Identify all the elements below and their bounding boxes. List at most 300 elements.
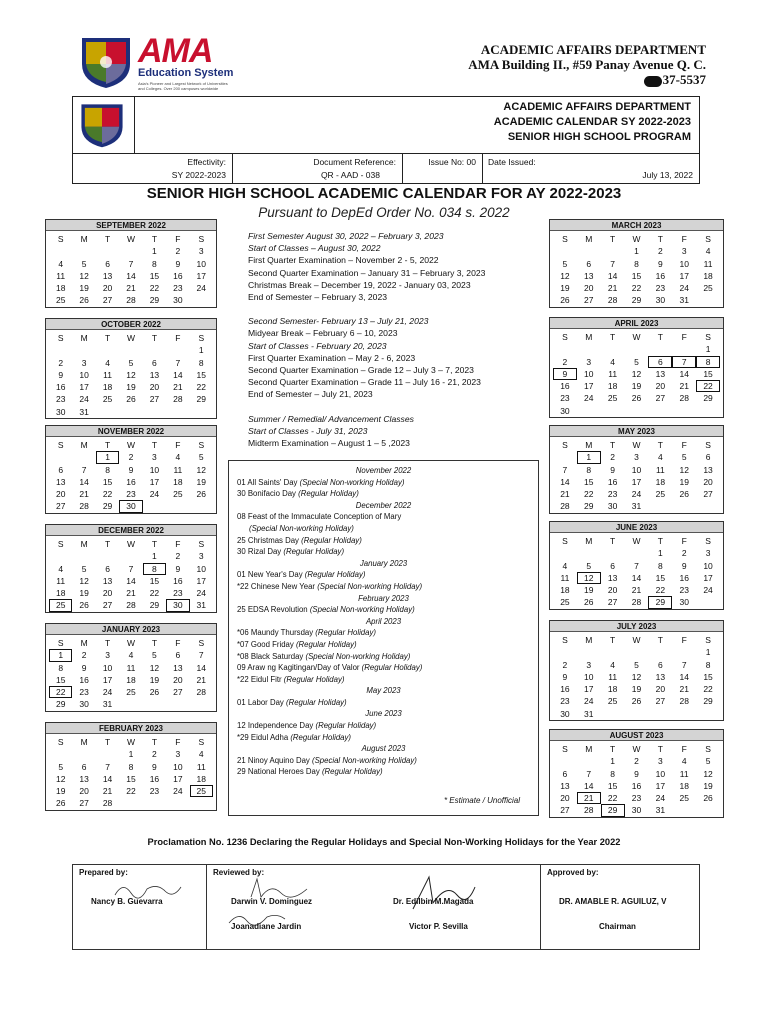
day-cell: 28 (173, 394, 183, 405)
holiday-name: 08 Feast of the Immaculate Conception of Mary (237, 512, 402, 522)
day-cell: 20 (79, 786, 89, 797)
day-cell: 19 (55, 786, 66, 797)
day-cell: 7 (128, 563, 134, 574)
day-cell: 11 (173, 464, 183, 475)
month-title: DECEMBER 2022 (46, 525, 216, 536)
day-cell: 2 (175, 246, 181, 257)
day-cell: 1 (705, 344, 711, 355)
month-calendar (549, 219, 724, 308)
holiday-item (237, 651, 530, 663)
holiday-item (237, 627, 530, 639)
empty-day (96, 245, 119, 257)
day-cell: 28 (102, 798, 113, 809)
day-cell: 3 (175, 749, 181, 760)
day-cell: 22 (631, 283, 642, 294)
day-cell: 2 (657, 246, 663, 257)
day-cell: 6 (81, 761, 87, 772)
day-cell: 20 (102, 283, 113, 294)
weekday-header: S (705, 536, 711, 546)
day-cell: 27 (149, 394, 160, 405)
day-cell: 13 (102, 270, 113, 281)
weekday-header: M (80, 539, 88, 549)
day-cell: 7 (105, 761, 110, 772)
schedule-line: Start of Classes - February 20, 2023 (248, 340, 387, 351)
day-cell: 6 (58, 464, 64, 475)
day-cell: 24 (703, 585, 713, 596)
day-cell: 28 (679, 393, 689, 404)
day-cell: 19 (679, 476, 689, 487)
day-cell: 16 (79, 674, 89, 685)
weekday-header: M (80, 333, 88, 343)
weekday-header: M (585, 234, 593, 244)
weekday-header: F (175, 638, 181, 648)
day-cell: 17 (149, 476, 160, 487)
holiday-item (237, 488, 530, 500)
day-cell: 16 (173, 270, 183, 281)
approver-title: Chairman (599, 922, 636, 931)
day-cell: 24 (196, 588, 207, 599)
day-cell: 18 (173, 476, 183, 487)
day-cell: 30 (119, 500, 142, 512)
day-cell: 26 (631, 393, 642, 404)
weekday-header: W (126, 234, 135, 244)
day-cell: 1 (705, 647, 711, 658)
day-cell: 9 (128, 464, 134, 475)
phone-icon (644, 76, 662, 87)
day-cell: 16 (631, 780, 642, 791)
day-cell: 6 (175, 650, 181, 661)
day-cell: 1 (657, 548, 663, 559)
day-cell: 7 (586, 768, 592, 779)
day-cell: 29 (648, 596, 672, 608)
doc-info-row (73, 153, 699, 184)
day-cell: 8 (610, 768, 615, 779)
day-cell: 6 (152, 357, 157, 368)
day-cell: 8 (143, 563, 166, 575)
day-cell: 12 (55, 773, 66, 784)
weekday-header: T (657, 332, 663, 342)
weekday-header: S (198, 440, 205, 450)
day-cell: 7 (198, 650, 204, 661)
holiday-type: (Regular Holiday) (298, 535, 362, 545)
weekday-header: M (80, 737, 88, 747)
day-cell: 17 (102, 674, 113, 685)
day-cell: 9 (175, 563, 181, 574)
day-cell: 16 (55, 382, 66, 393)
day-cell: 28 (631, 597, 642, 608)
day-cell: 3 (586, 356, 592, 367)
doc-titles (494, 100, 691, 145)
weekday-header: F (681, 440, 687, 450)
day-cell: 25 (703, 283, 713, 294)
day-cell: 26 (196, 489, 207, 500)
day-cell: 1 (577, 451, 601, 463)
weekday-header: S (198, 234, 205, 244)
empty-day (577, 646, 601, 658)
day-cell: 31 (679, 295, 689, 306)
reviewed-label: Reviewed by: (213, 868, 265, 877)
day-cell: 3 (81, 357, 87, 368)
day-cell: 20 (703, 476, 713, 487)
day-cell: 15 (607, 780, 618, 791)
department-address (468, 42, 706, 87)
weekday-header: F (681, 536, 687, 546)
weekday-header: T (657, 440, 663, 450)
weekday-header: W (632, 635, 641, 645)
empty-day (577, 755, 601, 767)
month-calendar (549, 521, 724, 610)
day-cell: 11 (608, 671, 618, 682)
empty-day (625, 547, 649, 559)
weekday-header: M (585, 440, 593, 450)
dept-phone: 37-5537 (468, 72, 706, 87)
day-cell: 11 (56, 575, 66, 586)
day-cell: 4 (657, 452, 663, 463)
day-cell: 14 (584, 780, 594, 791)
page-title: SENIOR HIGH SCHOOL ACADEMIC CALENDAR FOR AY 2022-2023 (146, 185, 622, 202)
day-cell: 1 (152, 551, 157, 562)
schedule-line: First Semester August 30, 2022 – February 3, 2023 (248, 231, 444, 241)
empty-day (166, 344, 189, 356)
weekday-header: M (585, 744, 593, 754)
day-grid (550, 231, 723, 307)
day-cell: 25 (126, 687, 136, 698)
day-cell: 1 (152, 246, 157, 257)
day-cell: 6 (105, 258, 110, 269)
holiday-name: *22 Eidul Fitr (237, 674, 282, 684)
day-cell: 15 (196, 369, 207, 380)
day-cell: 9 (175, 258, 181, 269)
day-cell: 15 (126, 773, 136, 784)
holiday-item (237, 639, 530, 651)
day-cell: 23 (560, 696, 570, 707)
effectivity-value: SY 2022-2023 (171, 170, 226, 180)
weekday-header: T (610, 440, 616, 450)
day-cell: 12 (577, 572, 601, 584)
holiday-name: 25 EDSA Revolution (237, 605, 308, 615)
day-cell: 28 (196, 687, 207, 698)
weekday-header: S (198, 333, 205, 343)
weekday-header: F (681, 332, 687, 342)
holiday-list (228, 460, 539, 816)
empty-day (625, 646, 649, 658)
day-cell: 20 (173, 674, 183, 685)
day-cell: 9 (553, 368, 577, 380)
date-value: July 13, 2022 (642, 170, 693, 180)
day-cell: 25 (655, 489, 666, 500)
issue-label: Issue No: 00 (428, 157, 476, 167)
day-cell: 11 (126, 662, 136, 673)
weekday-header: W (126, 638, 135, 648)
day-grid (550, 329, 723, 417)
empty-day (72, 748, 95, 760)
day-cell: 11 (196, 761, 206, 772)
day-cell: 30 (607, 501, 618, 512)
day-cell: 29 (149, 600, 160, 611)
holiday-month-heading: June 2023 (365, 709, 402, 719)
summer-block (248, 413, 538, 450)
day-cell: 17 (679, 270, 689, 281)
day-cell: 14 (607, 270, 618, 281)
empty-day (601, 343, 625, 355)
day-cell: 14 (631, 572, 642, 583)
day-cell: 2 (81, 650, 87, 661)
empty-day (96, 748, 119, 760)
weekday-header: T (104, 737, 111, 747)
holiday-month-heading: April 2023 (365, 616, 402, 626)
day-grid (550, 632, 723, 720)
empty-day (49, 748, 72, 760)
approved-label: Approved by: (547, 868, 599, 877)
day-cell: 13 (55, 476, 66, 487)
schedule-line: Christmas Break – December 19, 2022 - January 03, 2023 (248, 279, 471, 290)
day-cell: 13 (584, 270, 594, 281)
weekday-header: W (126, 539, 135, 549)
day-cell: 2 (634, 756, 639, 767)
day-cell: 17 (631, 476, 642, 487)
weekday-header: T (151, 234, 158, 244)
weekday-header: W (126, 440, 135, 450)
holiday-item (237, 581, 530, 593)
weekday-header: S (562, 635, 568, 645)
weekday-header: F (175, 333, 181, 343)
day-cell: 18 (679, 780, 689, 791)
day-cell: 20 (102, 588, 113, 599)
weekday-header: S (57, 539, 64, 549)
day-cell: 24 (79, 394, 89, 405)
month-calendar (549, 729, 724, 818)
weekday-header: S (57, 737, 64, 747)
holiday-name: *29 Eidul Adha (237, 732, 289, 742)
day-cell: 12 (196, 464, 207, 475)
day-cell: 18 (607, 684, 618, 695)
dept-building: AMA Building II., #59 Panay Avenue Q. C. (468, 57, 706, 72)
weekday-header: S (198, 638, 205, 648)
weekday-header: F (681, 635, 687, 645)
empty-day (577, 343, 601, 355)
holiday-item (237, 766, 530, 778)
weekday-header: T (657, 744, 663, 754)
day-cell: 24 (655, 793, 666, 804)
holiday-month-heading: February 2023 (358, 593, 409, 603)
day-cell: 12 (79, 575, 89, 586)
holiday-name: 09 Araw ng Kagitingan/Day of Valor (237, 663, 360, 673)
day-cell: 24 (584, 393, 594, 404)
day-cell: 23 (173, 588, 183, 599)
weekday-header: T (610, 234, 616, 244)
day-cell: 19 (584, 585, 594, 596)
day-cell: 20 (149, 382, 160, 393)
holiday-name: 01 Labor Day (237, 697, 284, 707)
weekday-header: F (175, 737, 181, 747)
day-cell: 18 (102, 382, 113, 393)
holiday-name: *08 Black Saturday (237, 651, 304, 661)
empty-day (601, 646, 625, 658)
day-cell: 14 (196, 662, 207, 673)
day-cell: 14 (560, 476, 570, 487)
day-cell: 15 (149, 575, 160, 586)
day-cell: 15 (655, 572, 666, 583)
day-cell: 3 (657, 756, 663, 767)
schedule-line: First Quarter Examination – November 2 - 5, 2022 (248, 255, 439, 266)
holiday-item (237, 720, 530, 732)
day-cell: 27 (655, 393, 666, 404)
day-cell: 26 (584, 597, 594, 608)
day-cell: 30 (55, 406, 66, 417)
weekday-header: T (610, 536, 616, 546)
day-cell: 27 (560, 805, 570, 816)
day-cell: 26 (79, 295, 89, 306)
day-cell: 21 (607, 283, 618, 294)
holiday-item (237, 511, 530, 523)
date-label: Date Issued: (488, 157, 536, 167)
day-cell: 8 (586, 464, 592, 475)
day-cell: 12 (560, 270, 570, 281)
docref-value: QR - AAD - 038 (320, 170, 380, 180)
day-cell: 7 (634, 560, 639, 571)
day-cell: 29 (703, 393, 713, 404)
prepared-label: Prepared by: (79, 868, 128, 877)
day-cell: 30 (560, 708, 570, 719)
day-cell: 6 (705, 452, 711, 463)
day-cell: 21 (631, 585, 642, 596)
day-cell: 23 (607, 489, 618, 500)
holiday-name: 12 Independence Day (237, 721, 314, 731)
day-cell: 2 (128, 452, 134, 463)
holiday-item (237, 662, 530, 674)
logo-subtitle: Education System (138, 67, 234, 79)
day-cell: 29 (584, 501, 594, 512)
approver-name: DR. AMABLE R. AGUILUZ, V (559, 897, 667, 906)
day-cell: 16 (173, 575, 183, 586)
weekday-header: S (562, 744, 568, 754)
weekday-header: T (657, 536, 663, 546)
holiday-month-heading: May 2023 (366, 686, 401, 696)
weekday-header: T (104, 638, 111, 648)
ama-logo (78, 34, 238, 96)
day-cell: 22 (149, 588, 160, 599)
day-cell: 9 (562, 671, 568, 682)
second-semester-block (248, 315, 538, 400)
day-cell: 27 (703, 489, 713, 500)
day-cell: 1 (198, 345, 204, 356)
day-cell: 19 (631, 381, 642, 392)
empty-day (553, 646, 577, 658)
holiday-name: 01 New Year's Day (237, 570, 303, 580)
day-grid (46, 437, 216, 513)
day-cell: 15 (584, 476, 594, 487)
month-title: JANUARY 2023 (46, 624, 216, 635)
day-cell: 22 (584, 489, 594, 500)
empty-day (577, 245, 601, 257)
day-cell: 22 (196, 382, 207, 393)
holiday-name: 29 National Heroes Day (237, 767, 320, 777)
empty-day (96, 344, 119, 356)
day-cell: 24 (149, 489, 160, 500)
day-cell: 20 (655, 684, 666, 695)
day-cell: 11 (703, 258, 713, 269)
day-cell: 30 (173, 295, 183, 306)
weekday-header: S (705, 744, 711, 754)
day-cell: 10 (631, 464, 642, 475)
day-cell: 16 (679, 572, 689, 583)
weekday-header: F (175, 440, 181, 450)
empty-day (49, 344, 72, 356)
holiday-item (237, 697, 530, 709)
day-cell: 23 (655, 283, 666, 294)
day-cell: 17 (79, 382, 89, 393)
day-cell: 5 (562, 258, 568, 269)
day-cell: 3 (198, 551, 204, 562)
holiday-item (237, 755, 530, 767)
day-cell: 17 (173, 773, 183, 784)
day-cell: 18 (196, 773, 207, 784)
schedule-line: Second Semester- February 13 – July 21, 2023 (248, 316, 429, 327)
day-cell: 19 (149, 674, 160, 685)
weekday-header: T (151, 539, 158, 549)
day-cell: 19 (79, 283, 89, 294)
day-cell: 17 (584, 684, 594, 695)
doc-title-dept: ACADEMIC AFFAIRS DEPARTMENT (503, 101, 691, 113)
day-grid (46, 231, 216, 307)
day-cell: 8 (58, 662, 64, 673)
holiday-name: 21 Ninoy Aquino Day (237, 755, 310, 765)
day-cell: 27 (55, 501, 66, 512)
day-cell: 7 (81, 464, 87, 475)
day-cell: 18 (126, 674, 136, 685)
day-cell: 7 (175, 357, 181, 368)
empty-day (96, 550, 119, 562)
day-cell: 12 (679, 464, 689, 475)
month-title: SEPTEMBER 2022 (46, 220, 216, 231)
empty-day (553, 245, 577, 257)
day-cell: 12 (79, 270, 89, 281)
weekday-header: S (705, 234, 711, 244)
reviewer-magada: Dr. Edilbin M.Magada (393, 897, 474, 906)
dept-name: ACADEMIC AFFAIRS DEPARTMENT (480, 42, 706, 57)
day-cell: 9 (58, 369, 64, 380)
day-cell: 3 (586, 659, 592, 670)
day-cell: 13 (655, 671, 666, 682)
holiday-item (237, 535, 530, 547)
day-cell: 2 (175, 551, 181, 562)
day-cell: 9 (81, 662, 87, 673)
empty-day (672, 343, 696, 355)
weekday-header: T (151, 440, 158, 450)
day-cell: 26 (560, 295, 570, 306)
day-cell: 28 (126, 600, 136, 611)
day-cell: 17 (584, 381, 594, 392)
holiday-type: (Regular Holiday) (302, 570, 366, 580)
day-cell: 22 (149, 283, 160, 294)
holiday-name: *22 Chinese New Year (237, 581, 316, 591)
day-cell: 4 (610, 659, 615, 670)
ama-shield-icon (78, 34, 134, 90)
day-cell: 5 (634, 659, 639, 670)
doc-title-calendar: ACADEMIC CALENDAR SY 2022-2023 (493, 116, 691, 128)
day-cell: 7 (681, 659, 687, 670)
day-cell: 10 (196, 258, 207, 269)
empty-day (72, 451, 95, 463)
semester-schedule (248, 230, 538, 449)
weekday-header: S (562, 234, 568, 244)
day-cell: 28 (607, 295, 618, 306)
day-cell: 11 (103, 369, 112, 380)
weekday-header: S (562, 440, 568, 450)
day-cell: 8 (705, 659, 711, 670)
day-cell: 6 (105, 563, 110, 574)
empty-day (553, 755, 577, 767)
